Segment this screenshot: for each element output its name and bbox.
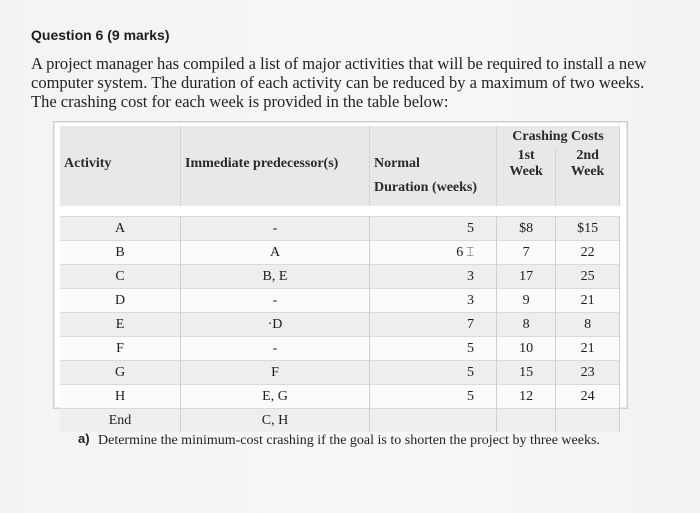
table-row: [60, 265, 620, 289]
week1-cost-cell: 9: [497, 289, 556, 313]
activity-cell: C: [60, 265, 181, 289]
activity-cell: G: [60, 361, 181, 385]
week1-cost-cell: 17: [497, 265, 556, 289]
duration-cell: 5: [370, 361, 497, 385]
predecessor-cell: -: [181, 217, 370, 241]
week1-cost-cell: $8: [497, 217, 556, 241]
week1-cost-cell: 7: [497, 241, 556, 265]
duration-cell: 3: [370, 265, 497, 289]
question-title: Question 6 (9 marks): [31, 27, 170, 43]
duration-cell: 5: [370, 337, 497, 361]
question-intro: A project manager has compiled a list of major activities that will be required to install a new computer system. The duration of each activity can be reduced by a maximum of two weeks. The crashing cost for each week is provided in the table below:: [31, 54, 647, 111]
week2-cost-cell: 8: [556, 313, 620, 337]
duration-cell: 7: [370, 313, 497, 337]
predecessor-cell: ·D: [181, 313, 370, 337]
activity-cell: F: [60, 337, 181, 361]
part-a-question: Determine the minimum-cost crashing if the goal is to shorten the project by three weeks.: [98, 433, 600, 448]
duration-cell: 5: [370, 217, 497, 241]
activity-cell: End: [60, 409, 181, 433]
activity-cell: H: [60, 385, 181, 409]
week2-cost-cell: 24: [556, 385, 620, 409]
text-cursor-icon: ⌶: [466, 244, 474, 259]
table-row: [60, 289, 620, 313]
week2-cost-cell: 25: [556, 265, 620, 289]
duration-cell: [370, 409, 497, 433]
duration-cell: 3: [370, 289, 497, 313]
activity-cell: D: [60, 289, 181, 313]
table-row: [60, 217, 620, 241]
week1-header: 1st Week: [497, 148, 556, 180]
table-row: [60, 241, 620, 265]
activity-header: Activity: [60, 148, 181, 180]
duration-value: 6: [456, 245, 464, 260]
predecessor-header: Immediate predecessor(s): [181, 148, 370, 180]
week1-cost-cell: [497, 409, 556, 433]
week2-cost-cell: 23: [556, 361, 620, 385]
week1-cost-cell: 10: [497, 337, 556, 361]
week1-cost-cell: 8: [497, 313, 556, 337]
activity-table: [60, 126, 620, 432]
table-row: [60, 313, 620, 337]
week2-cost-cell: 21: [556, 337, 620, 361]
table-row: [60, 361, 620, 385]
predecessor-cell: C, H: [181, 409, 370, 433]
week2-cost-cell: 22: [556, 241, 620, 265]
table-row: [60, 385, 620, 409]
duration-cell: 5: [370, 385, 497, 409]
week2-cost-cell: 21: [556, 289, 620, 313]
week2-header: 2nd Week: [556, 148, 620, 180]
predecessor-cell: F: [181, 361, 370, 385]
week1-cost-cell: 12: [497, 385, 556, 409]
activity-cell: E: [60, 313, 181, 337]
predecessor-cell: B, E: [181, 265, 370, 289]
table-row: [60, 409, 620, 433]
duration-header-line1: Normal: [370, 148, 497, 180]
predecessor-cell: -: [181, 337, 370, 361]
duration-cell: [370, 241, 497, 265]
week1-cost-cell: 15: [497, 361, 556, 385]
activity-cell: A: [60, 217, 181, 241]
predecessor-cell: -: [181, 289, 370, 313]
activity-table-container: [53, 121, 628, 428]
part-a-label: a): [78, 431, 90, 446]
week2-cost-cell: [556, 409, 620, 433]
activity-cell: B: [60, 241, 181, 265]
table-row: [60, 337, 620, 361]
crashing-costs-header: Crashing Costs: [497, 126, 620, 148]
duration-header-line2: Duration (weeks): [370, 180, 497, 206]
predecessor-cell: E, G: [181, 385, 370, 409]
week2-cost-cell: $15: [556, 217, 620, 241]
predecessor-cell: A: [181, 241, 370, 265]
